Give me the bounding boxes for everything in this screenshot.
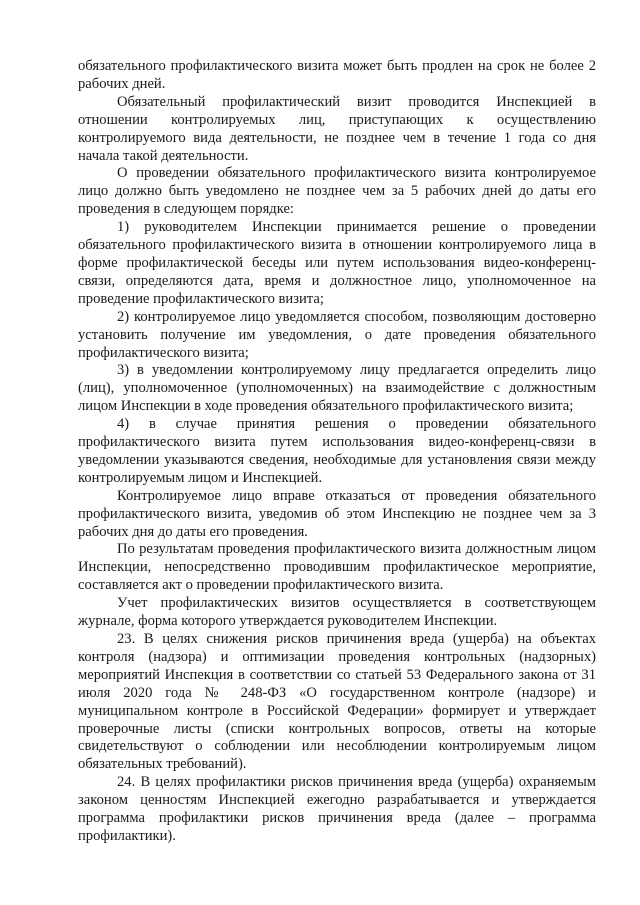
paragraph-clause-24: 24. В целях профилактики рисков причинения вреда (ущерба) охраняемым законом ценностям Инспекцией ежегодно разрабатывается и утверждается программа профилактики рисков причинения вреда (далее – программа профилактики). (78, 774, 596, 844)
list-item-4: 4) в случае принятия решения о проведении обязательного профилактического визита путем использования видео-конференц-связи в уведомлении указываются сведения, необходимые для установления связи между контролируемым лицом и Инспекцией. (78, 416, 596, 486)
paragraph-visit-journal: Учет профилактических визитов осуществляется в соответствующем журнале, форма которого утверждается руководителем Инспекции. (78, 595, 596, 630)
paragraph-clause-23: 23. В целях снижения рисков причинения вреда (ущерба) на объектах контроля (надзора) и оптимизации проведения контрольных (надзорных) мероприятий Инспекция в соответствии со статьей 53 Федерального закона от 31 июля 2020 года № 248-ФЗ «О государственном контроле (надзоре) и муниципальном контроле в Российской Федерации» формирует и утверждает проверочные листы (списки контрольных вопросов, ответы на которые свидетельствуют о соблюдении или несоблюдении контролируемым лицом обязательных требований). (78, 631, 596, 773)
paragraph-refusal: Контролируемое лицо вправе отказаться от проведения обязательного профилактического визита, уведомив об этом Инспекцию не позднее чем за 3 рабочих дня до даты его проведения. (78, 487, 596, 540)
document-body (78, 58, 596, 846)
list-item-3: 3) в уведомлении контролируемому лицу предлагается определить лицо (лиц), уполномоченное (уполномоченных) на взаимодействие с должностным лицом Инспекции в ходе проведения обязательного профилактического визита; (78, 362, 596, 415)
paragraph-visit-results: По результатам проведения профилактического визита должностным лицом Инспекции, непосредственно проводившим профилактическое мероприятие, составляется акт о проведении профилактического визита. (78, 541, 596, 594)
paragraph-notification-order: О проведении обязательного профилактического визита контролируемое лицо должно быть уведомлено не позднее чем за 5 рабочих дней до даты его проведения в следующем порядке: (78, 165, 596, 218)
paragraph-continuation: обязательного профилактического визита может быть продлен на срок не более 2 рабочих дней. (78, 58, 596, 92)
list-item-1: 1) руководителем Инспекции принимается решение о проведении обязательного профилактического визита в отношении контролируемого лица в форме профилактической беседы или путем использования видео-конференц-связи, определяются дата, время и должностное лицо, уполномоченное на проведение профилактического визита; (78, 219, 596, 307)
list-item-2: 2) контролируемое лицо уведомляется способом, позволяющим достоверно установить получение им уведомления, о дате проведения обязательного профилактического визита; (78, 308, 596, 361)
paragraph-mandatory-visit: Обязательный профилактический визит проводится Инспекцией в отношении контролируемых лиц, приступающих к осуществлению контролируемого вида деятельности, не позднее чем в течение 1 года со дня начала такой деятельности. (78, 93, 596, 164)
